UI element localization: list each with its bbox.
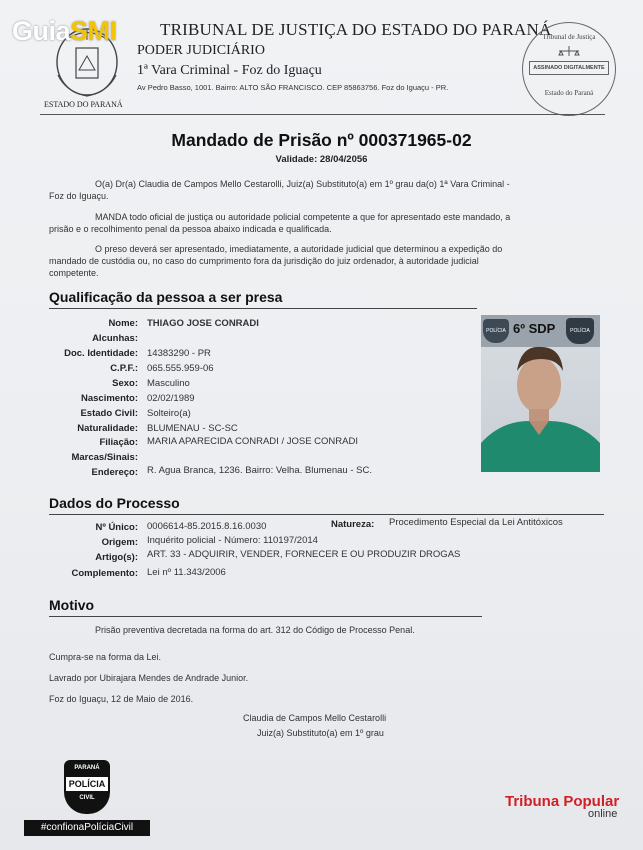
watermark-highlight: SMI xyxy=(70,16,117,46)
field-label-aliases: Alcunhas: xyxy=(92,333,138,344)
police-badge xyxy=(64,760,110,814)
process-number-label: Nº Único: xyxy=(95,522,138,533)
watermark-prefix: Guia xyxy=(12,16,71,46)
reason-divider xyxy=(49,616,482,617)
enforce-text: Cumpra-se na forma da Lei. xyxy=(49,652,162,662)
field-value-birthplace: BLUMENAU - SC-SC xyxy=(147,423,238,434)
paragraph-2-line-2: prisão e o recolhimento penal da pessoa abaixo indicada e qualificada. xyxy=(49,224,332,234)
field-value-address: R. Agua Branca, 1236. Bairro: Velha. Blumenau - SC. xyxy=(147,465,372,476)
qualification-divider xyxy=(49,308,477,309)
paragraph-3-line-3: competente. xyxy=(49,268,99,278)
process-nature-label: Natureza: xyxy=(331,519,375,530)
field-label-id-doc: Doc. Identidade: xyxy=(64,348,138,359)
process-complement-value: Lei nº 11.343/2006 xyxy=(147,567,226,578)
field-label-marks: Marcas/Sinais: xyxy=(71,452,138,463)
field-label-civil-status: Estado Civil: xyxy=(80,408,138,419)
paragraph-3-line-1: O preso deverá ser apresentado, imediatamente, a autoridade judicial que determinou a expedição do xyxy=(95,244,503,254)
stamp-middle-text: ASSINADO DIGITALMENTE xyxy=(529,61,609,75)
warrant-title: Mandado de Prisão nº 000371965-02 xyxy=(171,130,472,150)
field-label-cpf: C.P.F.: xyxy=(110,363,138,374)
process-number-value: 0006614-85.2015.8.16.0030 xyxy=(147,521,267,532)
photo-badge-right: POLÍCIA xyxy=(566,318,594,344)
process-origin-label: Origem: xyxy=(101,537,138,548)
photo-sign-text: 6º SDP xyxy=(513,321,556,336)
field-label-birthplace: Naturalidade: xyxy=(77,423,138,434)
field-value-sex: Masculino xyxy=(147,378,190,389)
tribuna-online: online xyxy=(588,808,618,820)
field-value-name: THIAGO JOSE CONRADI xyxy=(147,318,259,329)
drafted-by-text: Lavrado por Ubirajara Mendes de Andrade Junior. xyxy=(49,673,249,683)
photo-badge-left: POLÍCIA xyxy=(483,319,509,343)
field-label-name: Nome: xyxy=(108,318,138,329)
process-nature-value: Procedimento Especial da Lei Antitóxicos xyxy=(389,517,563,528)
qualification-heading: Qualificação da pessoa a ser presa xyxy=(49,289,283,305)
paragraph-1-line-1: O(a) Dr(a) Claudia de Campos Mello Cestarolli, Juiz(a) Substituto(a) em 1º grau da(o) 1ª Vara Criminal - xyxy=(95,179,510,189)
suspect-photo xyxy=(481,315,600,472)
place-date-text: Foz do Iguaçu, 12 de Maio de 2016. xyxy=(49,694,194,704)
stamp-bottom-text: Estado do Paraná xyxy=(544,89,594,97)
police-badge-top: PARANÁ xyxy=(74,765,100,771)
field-label-parents: Filiação: xyxy=(99,437,138,448)
stamp-top-text: Tribunal de Justiça xyxy=(542,33,596,41)
process-heading: Dados do Processo xyxy=(49,495,180,511)
warrant-validity: Validade: 28/04/2056 xyxy=(275,154,368,165)
watermark-logo xyxy=(12,16,117,47)
reason-heading: Motivo xyxy=(49,597,95,613)
field-value-civil-status: Solteiro(a) xyxy=(147,408,191,419)
process-origin-value: Inquérito policial - Número: 110197/2014 xyxy=(147,535,318,546)
court-address: Av Pedro Basso, 1001. Bairro: ALTO SÃO FRANCISCO. CEP 85863756. Foz do Iguaçu - PR. xyxy=(137,83,449,92)
state-label: ESTADO DO PARANÁ xyxy=(44,100,123,109)
paragraph-3-line-2: mandado de custódia ou, no caso do cumprimento fora da jurisdição do juiz ordenador, à autoridade judicial xyxy=(49,256,479,266)
person-silhouette-icon xyxy=(481,315,600,472)
judicial-power: PODER JUDICIÁRIO xyxy=(137,43,265,58)
process-article-value: ART. 33 - ADQUIRIR, VENDER, FORNECER E OU PRODUZIR DROGAS xyxy=(147,549,461,560)
digital-signature-stamp xyxy=(522,22,616,116)
reason-text: Prisão preventiva decretada na forma do art. 312 do Código de Processo Penal. xyxy=(95,625,415,635)
field-value-cpf: 065.555.959-06 xyxy=(147,363,214,374)
signer-name: Claudia de Campos Mello Cestarolli xyxy=(243,713,387,723)
court-name: TRIBUNAL DE JUSTIÇA DO ESTADO DO PARANÁ xyxy=(160,20,552,39)
court-division: 1ª Vara Criminal - Foz do Iguaçu xyxy=(137,63,322,78)
field-label-address: Endereço: xyxy=(91,467,138,478)
police-hashtag: #confionaPolíciaCivil xyxy=(24,820,150,836)
process-divider xyxy=(49,514,604,515)
police-badge-main: POLÍCIA xyxy=(66,777,108,791)
field-label-birth: Nascimento: xyxy=(80,393,138,404)
police-badge-bottom: CIVIL xyxy=(79,795,95,801)
field-value-id-doc: 14383290 - PR xyxy=(147,348,211,359)
process-article-label: Artigo(s): xyxy=(95,552,138,563)
tribuna-brand: Tribuna Popular xyxy=(505,793,620,810)
field-label-sex: Sexo: xyxy=(112,378,138,389)
paragraph-1-line-2: Foz do Iguaçu. xyxy=(49,191,109,201)
header-divider xyxy=(40,114,605,115)
paragraph-2-line-1: MANDA todo oficial de justiça ou autoridade policial competente a que for apresentado este mandado, a xyxy=(95,212,511,222)
field-value-birth: 02/02/1989 xyxy=(147,393,195,404)
scales-icon xyxy=(557,45,581,57)
signer-role: Juiz(a) Substituto(a) em 1º grau xyxy=(257,728,384,738)
field-value-parents: MARIA APARECIDA CONRADI / JOSE CONRADI xyxy=(147,436,358,447)
process-complement-label: Complemento: xyxy=(71,568,138,579)
